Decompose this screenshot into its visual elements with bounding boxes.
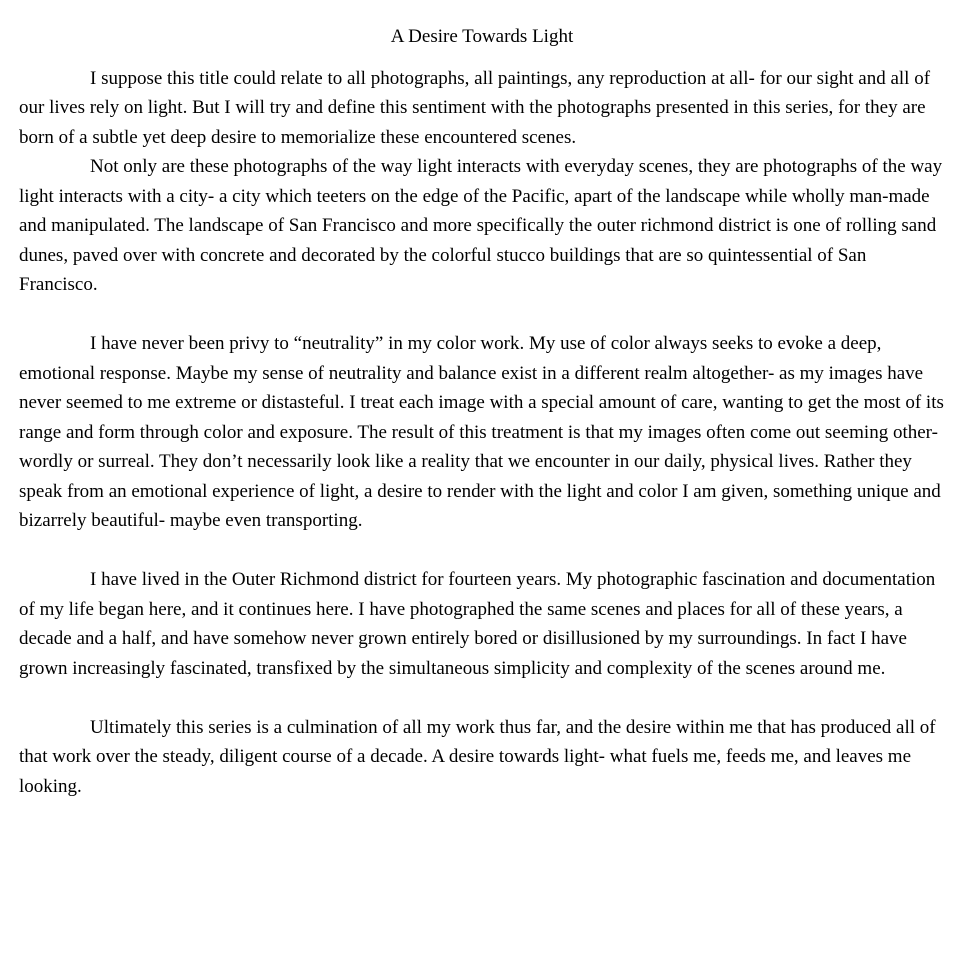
paragraph-spacer: [19, 683, 945, 713]
paragraph-5: Ultimately this series is a culmination of all my work thus far, and the desire within me that has produced all of that work over the steady, diligent course of a decade. A desire towards light- what fuels me, feeds me, and leaves me looking.: [19, 716, 936, 797]
paragraph-spacer: [19, 300, 945, 330]
paragraph-1: I suppose this title could relate to all photographs, all paintings, any reproduction at all- for our sight and all of our lives rely on light. But I will try and define this sentiment with the photographs presented in this series, for they are born of a subtle yet deep desire to memorialize these encountered scenes.: [19, 67, 931, 148]
document-title: A Desire Towards Light: [390, 26, 574, 47]
paragraph-3: I have never been privy to “neutrality” in my color work. My use of color always seeks to evoke a deep, emotional response. Maybe my sense of neutrality and balance exist in a different realm altogether- as my images have never seemed to me extreme or distasteful. I treat each image with a special amount of care, wanting to get the most of its range and form through color and exposure. The result of this treatment is that my images often come out seeming other-wordly or surreal. They don’t necessarily look like a reality that we encounter in our daily, physical lives. Rather they speak from an emotional experience of light, a desire to render with the light and color I am given, something unique and bizarrely beautiful- maybe even transporting.: [19, 333, 944, 531]
document-body: [19, 22, 945, 801]
paragraph-4: I have lived in the Outer Richmond district for fourteen years. My photographic fascination and documentation of my life began here, and it continues here. I have photographed the same scenes and places for all of these years, a decade and a half, and have somehow never grown entirely bored or disillusioned by my surroundings. In fact I have grown increasingly fascinated, transfixed by the simultaneous simplicity and complexity of the scenes around me.: [19, 569, 936, 679]
paragraph-spacer: [19, 536, 945, 566]
paragraph-2: Not only are these photographs of the way light interacts with everyday scenes, they are photographs of the way light interacts with a city- a city which teeters on the edge of the Pacific, apart of the landscape while wholly man-made and manipulated. The landscape of San Francisco and more specifically the outer richmond district is one of rolling sand dunes, paved over with concrete and decorated by the colorful stucco buildings that are so quintessential of San Francisco.: [19, 156, 943, 295]
